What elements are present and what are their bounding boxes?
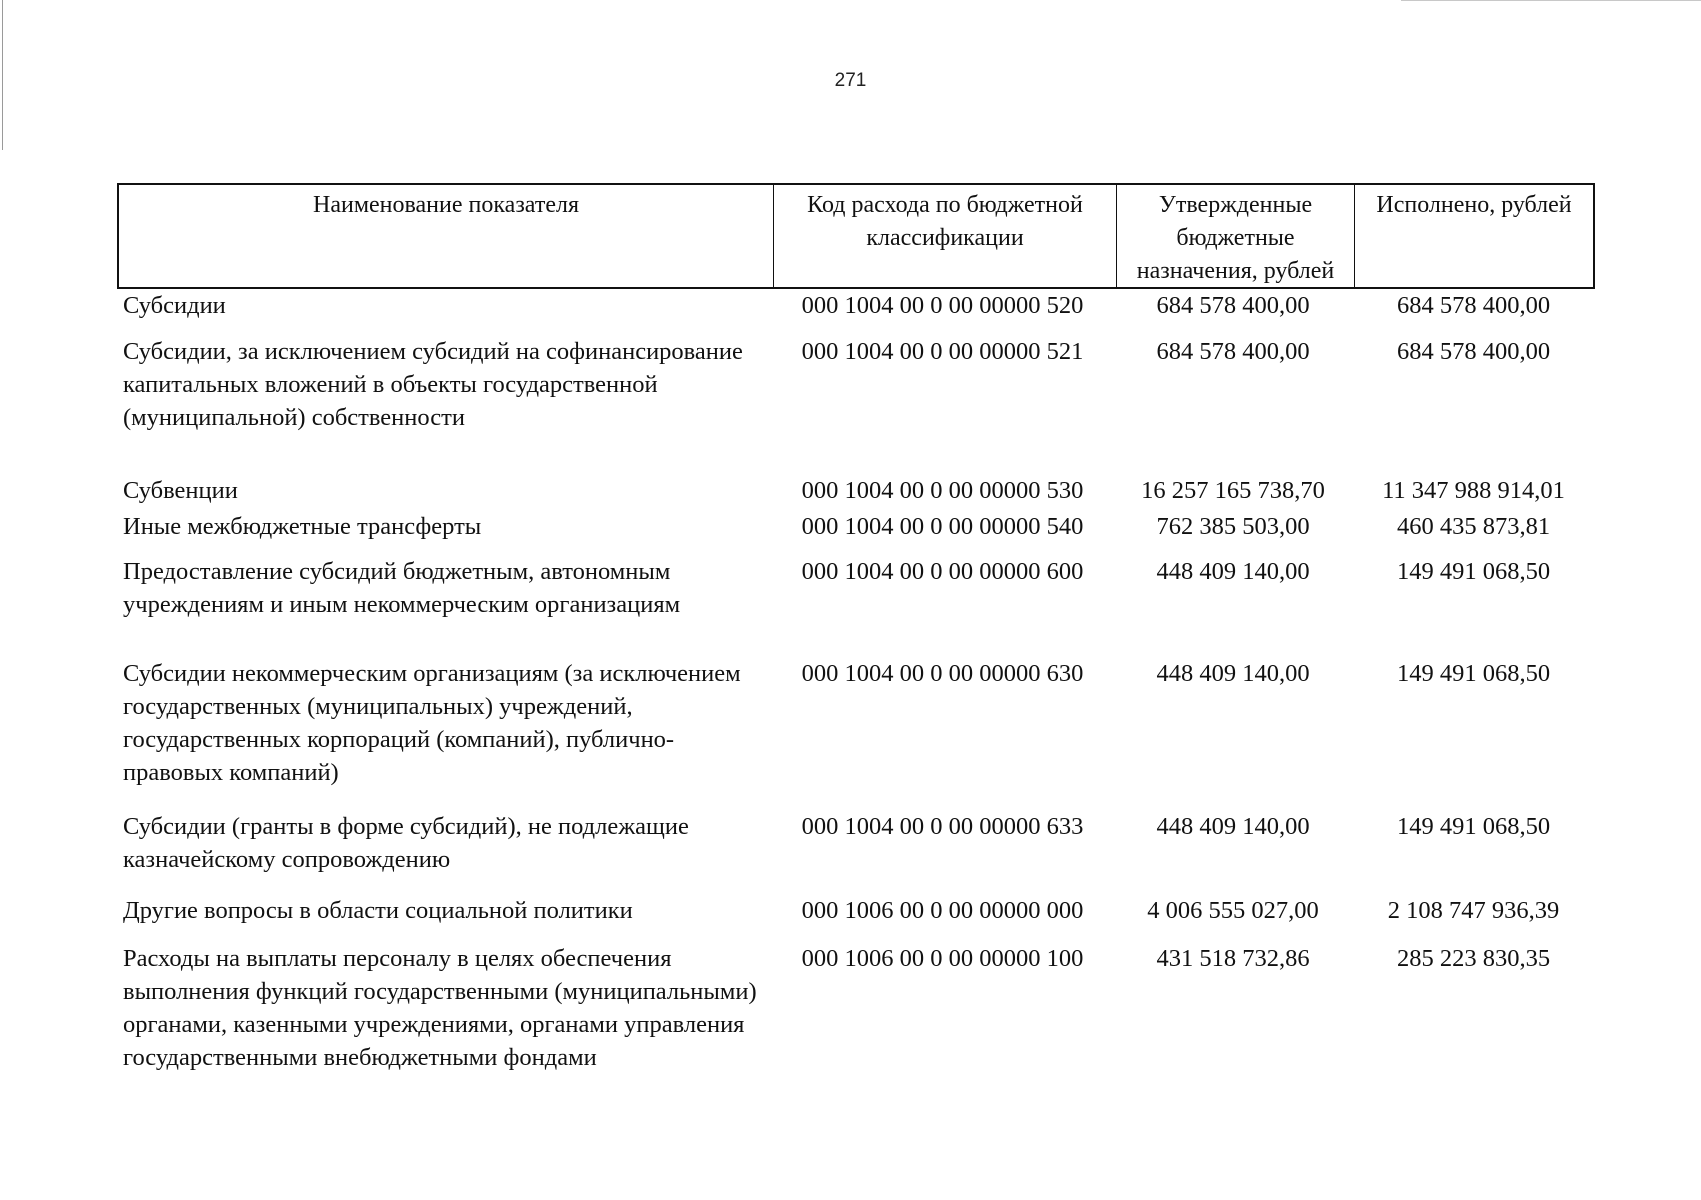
row-code: 000 1004 00 0 00 00000 630 bbox=[801, 660, 1084, 687]
scan-edge-top bbox=[1401, 0, 1701, 1]
row-code: 000 1004 00 0 00 00000 600 bbox=[801, 558, 1084, 585]
row-approved: 762 385 503,00 bbox=[1156, 513, 1310, 540]
row-name: Иные межбюджетные трансферты bbox=[123, 513, 482, 540]
header-name: Наименование показателя bbox=[313, 192, 579, 218]
header-code: Код расхода по бюджетной классификации bbox=[773, 185, 1116, 287]
row-executed: 2 108 747 936,39 bbox=[1387, 897, 1560, 924]
row-code: 000 1004 00 0 00 00000 530 bbox=[801, 477, 1084, 504]
row-approved: 16 257 165 738,70 bbox=[1141, 477, 1325, 504]
row-executed: 11 347 988 914,01 bbox=[1382, 477, 1565, 504]
row-approved: 448 409 140,00 bbox=[1156, 558, 1310, 585]
table-header bbox=[117, 183, 1595, 289]
row-executed: 149 491 068,50 bbox=[1396, 813, 1551, 840]
row-name: Субсидии bbox=[123, 292, 226, 319]
row-code: 000 1004 00 0 00 00000 633 bbox=[801, 813, 1084, 840]
header-executed: Исполнено, рублей bbox=[1354, 185, 1593, 287]
row-executed: 149 491 068,50 bbox=[1396, 558, 1551, 585]
header-approved: Утвержденные бюджетные назначения, рублей bbox=[1116, 185, 1354, 287]
row-approved: 448 409 140,00 bbox=[1156, 813, 1310, 840]
row-approved: 431 518 732,86 bbox=[1156, 945, 1310, 972]
page-number: 271 bbox=[834, 70, 867, 91]
row-name: Расходы на выплаты персоналу в целях обеспечения выполнения функций государственными (муниципальными) органами, казенными учреждениями, органами управления государственными внебюджетными фондами bbox=[123, 945, 757, 1071]
table-row bbox=[117, 942, 1595, 1074]
row-code: 000 1004 00 0 00 00000 521 bbox=[801, 338, 1084, 365]
row-approved: 684 578 400,00 bbox=[1156, 338, 1310, 365]
row-name: Субсидии некоммерческим организациям (за исключением государственных (муниципальных) учреждений, государственных корпораций (компаний), публично-правовых компаний) bbox=[123, 660, 741, 786]
row-name: Субсидии, за исключением субсидий на софинансирование капитальных вложений в объекты государственной (муниципальной) собственности bbox=[123, 338, 743, 431]
row-code: 000 1006 00 0 00 00000 100 bbox=[801, 945, 1084, 972]
row-executed: 285 223 830,35 bbox=[1396, 945, 1551, 972]
row-executed: 149 491 068,50 bbox=[1396, 660, 1551, 687]
table-row bbox=[117, 289, 1595, 322]
row-executed: 684 578 400,00 bbox=[1396, 338, 1551, 365]
row-executed: 460 435 873,81 bbox=[1396, 513, 1551, 540]
table-row bbox=[117, 657, 1595, 789]
row-code: 000 1006 00 0 00 00000 000 bbox=[801, 897, 1084, 924]
table-row bbox=[117, 474, 1595, 507]
row-executed: 684 578 400,00 bbox=[1396, 292, 1551, 319]
table-row bbox=[117, 510, 1595, 543]
table-row bbox=[117, 894, 1595, 927]
row-name: Предоставление субсидий бюджетным, автономным учреждениям и иным некоммерческим организациям bbox=[123, 558, 681, 618]
row-approved: 684 578 400,00 bbox=[1156, 292, 1310, 319]
row-name: Субсидии (гранты в форме субсидий), не подлежащие казначейскому сопровождению bbox=[123, 813, 689, 873]
row-approved: 4 006 555 027,00 bbox=[1147, 897, 1319, 924]
table-row bbox=[117, 555, 1595, 621]
row-approved: 448 409 140,00 bbox=[1156, 660, 1310, 687]
table-row bbox=[117, 335, 1595, 434]
row-code: 000 1004 00 0 00 00000 520 bbox=[801, 292, 1084, 319]
row-name: Субвенции bbox=[123, 477, 238, 504]
row-name: Другие вопросы в области социальной политики bbox=[123, 897, 633, 924]
table-row bbox=[117, 810, 1595, 876]
row-code: 000 1004 00 0 00 00000 540 bbox=[801, 513, 1084, 540]
